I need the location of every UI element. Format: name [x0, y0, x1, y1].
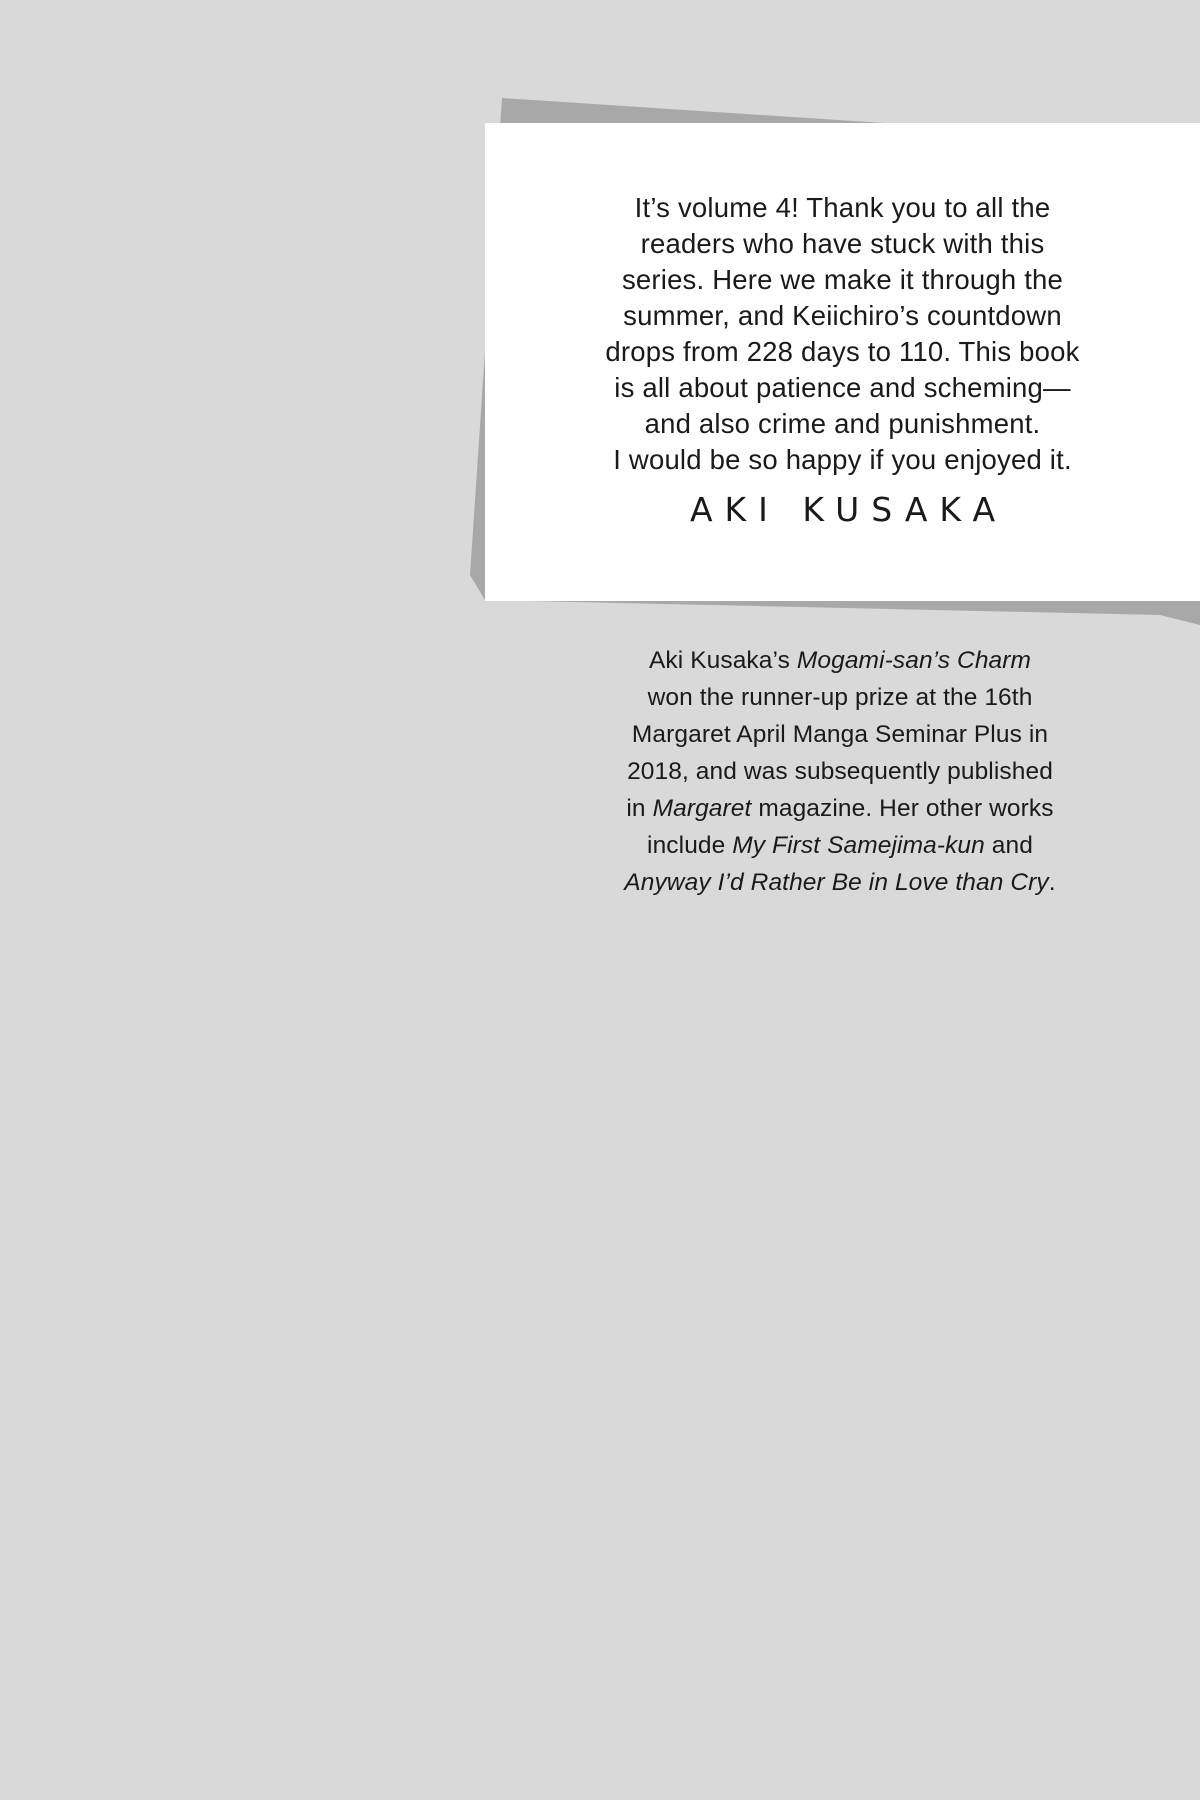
bio-line	[560, 790, 1120, 827]
author-note-text	[563, 190, 1123, 478]
bio-line: won the runner-up prize at the 16th	[647, 684, 1033, 711]
author-bio	[560, 642, 1120, 901]
bio-line	[560, 864, 1120, 901]
bio-title: Mogami-san’s Charm	[796, 647, 1032, 674]
bio-text: in	[626, 795, 653, 822]
note-line: series. Here we make it through the	[621, 264, 1064, 295]
bio-title: Margaret	[652, 795, 752, 822]
note-line: readers who have stuck with this	[640, 228, 1045, 259]
note-line: summer, and Keiichiro’s countdown	[623, 300, 1062, 331]
note-line: I would be so happy if you enjoyed it.	[613, 444, 1072, 475]
bio-text: Aki Kusaka’s	[648, 647, 797, 674]
note-line: and also crime and punishment.	[644, 408, 1041, 439]
note-line: is all about patience and scheming—	[614, 372, 1071, 403]
author-note-card	[485, 123, 1200, 601]
bio-line: Margaret April Manga Seminar Plus in	[631, 721, 1049, 748]
bio-line	[560, 642, 1120, 679]
bio-title: Anyway I’d Rather Be in Love than Cry	[624, 869, 1049, 896]
bio-line: 2018, and was subsequently published	[627, 758, 1053, 785]
bio-line	[560, 827, 1120, 864]
author-signature: AKI KUSAKA	[689, 490, 1008, 529]
bio-title: My First Samejima-kun	[732, 832, 985, 859]
bio-text: .	[1048, 869, 1056, 896]
bio-text: and	[984, 832, 1033, 859]
note-line: It’s volume 4! Thank you to all the	[634, 192, 1051, 223]
note-line: drops from 228 days to 110. This book	[605, 336, 1080, 367]
bio-text: magazine. Her other works	[751, 795, 1054, 822]
bio-text: include	[647, 832, 733, 859]
